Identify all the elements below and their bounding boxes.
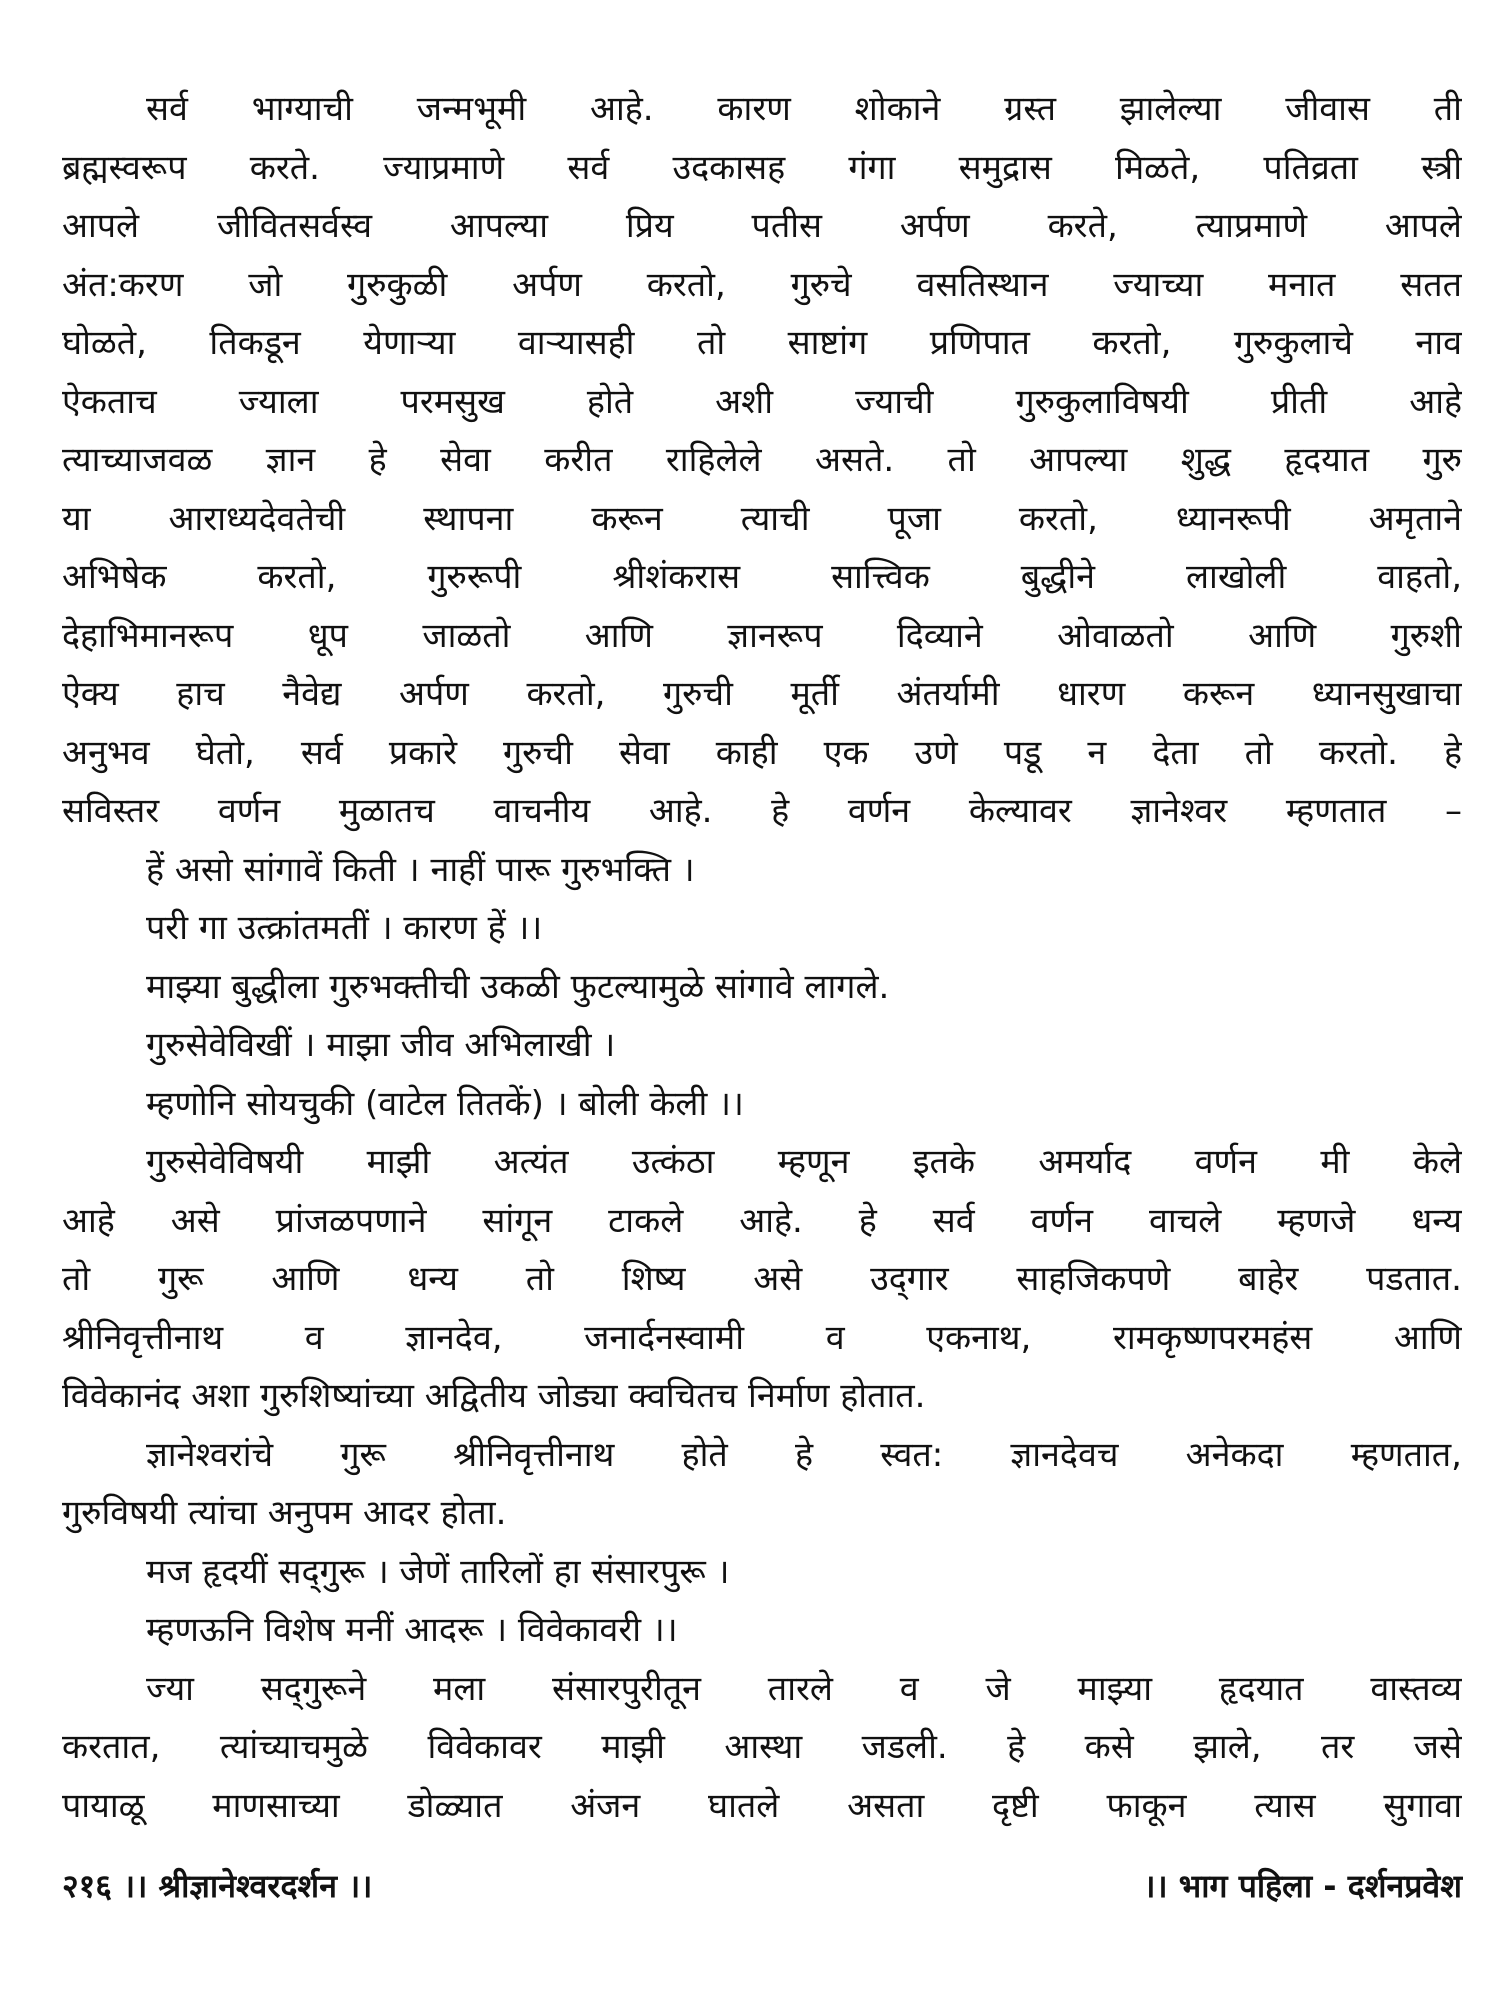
text-line: ज्ञानेश्वरांचे गुरू श्रीनिवृत्तीनाथ होते हे स्वत: ज्ञानदेवच अनेकदा म्हणतात, [146,1434,1462,1475]
verse-line: परी गा उत्क्रांतमतीं । कारण हें ।। [146,908,543,948]
verse-line: म्हणऊनि विशेष मनीं आदरू । विवेकावरी ।। [146,1610,678,1650]
text-line: सर्व भाग्याची जन्मभूमी आहे. कारण शोकाने ग्रस्त झालेल्या जीवास ती [146,89,1462,129]
text-line: तो गुरू आणि धन्य तो शिष्य असे उद्‌गार साहजिकपणे बाहेर पडतात. [62,1259,1462,1299]
text-line: विवेकानंद अशा गुरुशिष्यांच्या अद्वितीय जोड्या क्वचितच निर्माण होतात. [62,1376,926,1416]
text-line: या आराध्यदेवतेची स्थापना करून त्याची पूजा करतो, ध्यानरूपी अमृताने [62,498,1462,539]
text-line: देहाभिमानरूप धूप जाळतो आणि ज्ञानरूप दिव्याने ओवाळतो आणि गुरुशी [62,615,1462,656]
text-line: घोळते, तिकडून येणाऱ्या वाऱ्यासही तो साष्टांग प्रणिपात करतो, गुरुकुलाचे नाव [62,323,1462,363]
text-line: श्रीनिवृत्तीनाथ व ज्ञानदेव, जनार्दनस्वामी व एकनाथ, रामकृष्णपरमहंस आणि [62,1317,1462,1358]
text-line: सविस्तर वर्णन मुळातच वाचनीय आहे. हे वर्णन केल्यावर ज्ञानेश्वर म्हणतात – [62,791,1462,831]
text-line: अभिषेक करतो, गुरुरूपी श्रीशंकरास सात्त्विक बुद्धीने लाखोली वाहतो, [62,557,1462,597]
footer-page-title: २१६ ।। श्रीज्ञानेश्वरदर्शन ।। [62,1867,373,1905]
text-line: त्याच्याजवळ ज्ञान हे सेवा करीत राहिलेले असते. तो आपल्या शुद्ध हृदयात गुरु [62,440,1462,480]
verse-line: म्हणोनि सोयचुकी (वाटेल तितकें) । बोली केली ।। [146,1083,744,1124]
text-line: गुरुविषयी त्यांचा अनुपम आदर होता. [62,1493,507,1533]
text-line: माझ्या बुद्धीला गुरुभक्तीची उकळी फुटल्यामुळे सांगावे लागले. [146,966,890,1007]
body-text [62,80,1462,1835]
page-footer [62,1864,1462,1908]
footer-section-title: ।। भाग पहिला - दर्शनप्रवेश [1143,1867,1462,1905]
text-line: अंत:करण जो गुरुकुळी अर्पण करतो, गुरुचे वसतिस्थान ज्याच्या मनात सतत [62,264,1462,305]
text-line: ज्या सद्‌गुरूने मला संसारपुरीतून तारले व जे माझ्या हृदयात वास्तव्य [146,1668,1462,1709]
text-line: आपले जीवितसर्वस्व आपल्या प्रिय पतीस अर्पण करते, त्याप्रमाणे आपले [62,206,1462,246]
verse-line: गुरुसेवेविखीं । माझा जीव अभिलाखी । [146,1025,616,1065]
text-line: पायाळू माणसाच्या डोळ्यात अंजन घातले असता दृष्टी फाकून त्यास सुगावा [62,1785,1462,1826]
text-line: अनुभव घेतो, सर्व प्रकारे गुरुची सेवा काही एक उणे पडू न देता तो करतो. हे [62,732,1462,773]
text-line: ऐकताच ज्याला परमसुख होते अशी ज्याची गुरुकुलाविषयी प्रीती आहे [62,381,1462,422]
verse-line: हें असो सांगावें किती । नाहीं पारू गुरुभक्ति । [146,849,695,890]
text-line: करतात, त्यांच्याचमुळे विवेकावर माझी आस्था जडली. हे कसे झाले, तर जसे [62,1727,1462,1767]
text-line: आहे असे प्रांजळपणाने सांगून टाकले आहे. हे सर्व वर्णन वाचले म्हणजे धन्य [62,1200,1462,1241]
text-line: ऐक्य हाच नैवेद्य अर्पण करतो, गुरुची मूर्ती अंतर्यामी धारण करून ध्यानसुखाचा [62,674,1462,714]
text-line: गुरुसेवेविषयी माझी अत्यंत उत्कंठा म्हणून इतके अमर्याद वर्णन मी केले [146,1142,1462,1182]
verse-line: मज हृदयीं सद्‌गुरू । जेणें तारिलों हा संसारपुरू । [146,1551,730,1592]
text-line: ब्रह्मस्वरूप करते. ज्याप्रमाणे सर्व उदकासह गंगा समुद्रास मिळते, पतिव्रता स्त्री [62,147,1462,188]
